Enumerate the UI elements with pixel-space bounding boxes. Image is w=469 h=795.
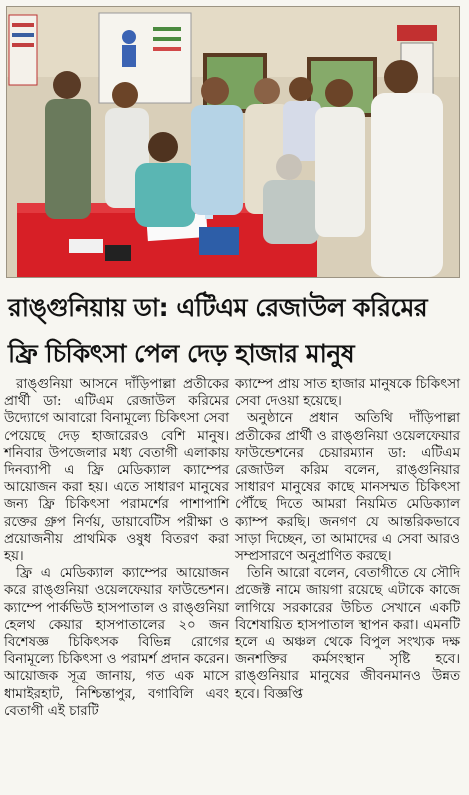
paragraph: রাঙ্গুনিয়া আসনে দাঁড়িপাল্লা প্রতীকের প্রার্থী ডা: এটিএম রেজাউল করিমের উদ্যোগে আবারো বিনামূল্যে চিকিৎসা সেবা পেয়েছে দেড় হাজারেরও বেশি মানুষ। শনিবার উপজেলার মধ্য বেতাগী এলাকায় দিনব্যাপী এ ফ্রি মেডিক্যাল ক্যাম্পের আয়োজন করা হয়। এতে সাধারণ মানুষের জন্য ফ্রি চিকিৎসা পরামর্শের পাশাপাশি রক্তের গ্রুপ নির্ণয়, ডায়াবেটিস পরীক্ষা ও প্রয়োজনীয় প্রাথমিক ওষুধ বিতরণ করা হয়।: [4, 377, 229, 565]
paragraph: ফ্রি এ মেডিক্যাল ক্যাম্পের আয়োজন করে রাঙ্গুনিয়া ওয়েলফেয়ার ফাউন্ডেশন। ক্যাম্পে পার্কভিউ হাসপাতাল ও রাঙ্গুনিয়া হেলথ কেয়ার হাসপাতালের ২০ জন বিশেষজ্ঞ চিকিৎসক বিভিন্ন রোগের বিনামূল্যে চিকিৎসা ও পরামর্শ প্রদান করেন। আয়োজক সূত্র জানায়, গত এক মাসে ধামাইরহাট, নিশ্চিন্তাপুর, বগাবিলি এবং বেতাগী এই চারটি: [4, 566, 229, 719]
article-column-left: [4, 376, 229, 720]
paragraph: অনুষ্ঠানে প্রধান অতিথি দাঁড়িপাল্লা প্রতীকের প্রার্থী ও রাঙ্গুনিয়া ওয়েলফেয়ার ফাউন্ডেশনের চেয়ারম্যান ডা: এটিএম রেজাউল করিম বলেন, রাঙ্গুনিয়ার সাধারণ মানুষের কাছে মানসম্মত চিকিৎসা পৌঁছে দিতে আমরা নিয়মিত মেডিক্যাল ক্যাম্প করছি। জনগণ যে আন্তরিকভাবে সাড়া দিচ্ছেন, তা আমাদের এ সেবা আরও সম্প্রসারণে অনুপ্রাণিত করছে।: [235, 411, 460, 565]
medical-camp-photo: [7, 7, 459, 277]
paragraph: ক্যাম্পে প্রায় সাত হাজার মানুষকে চিকিৎসা সেবা দেওয়া হয়েছে।: [235, 377, 460, 410]
headline-line-1: রাঙ্গুনিয়ায় ডা: এটিএম রেজাউল করিমের: [8, 293, 428, 322]
headline-line-2: ফ্রি চিকিৎসা পেল দেড় হাজার মানুষ: [8, 339, 355, 368]
paragraph: তিনি আরো বলেন, বেতাগীতে যে সৌদি প্রজেক্ট নামে জায়গা রয়েছে এটাকে কাজে লাগিয়ে সরকারের উচিত সেখানে একটি বিশেষায়িত হাসপাতাল স্থাপন করা। এমনটি হলে এ অঞ্চল থেকে বিপুল সংখ্যক দক্ষ জনশক্তির কর্মসংস্থান সৃষ্টি হবে। রাঙ্গুনিয়ার মানুষের জীবনমানও উন্নত হবে। বিজ্ঞপ্তি: [235, 566, 460, 702]
article-column-right: [235, 376, 460, 703]
article-photo: [6, 6, 460, 278]
